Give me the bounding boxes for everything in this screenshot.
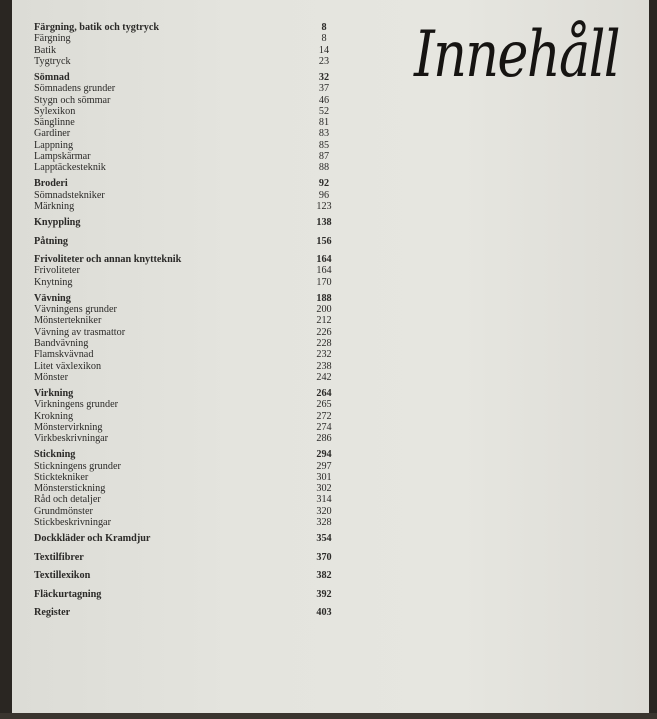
toc-entry[interactable] (34, 327, 339, 338)
toc-page-number: 164 (316, 254, 332, 266)
toc-page-number: 37 (318, 83, 330, 95)
toc-section-heading[interactable] (34, 254, 339, 265)
toc-section-title: Register (34, 607, 71, 619)
toc-section-heading[interactable] (34, 217, 339, 229)
toc-entry[interactable] (34, 472, 339, 483)
toc-page-number: 403 (316, 607, 332, 619)
toc-section-title: Stickning (34, 449, 76, 461)
toc-page-number: 88 (318, 162, 330, 174)
toc-page-number: 354 (316, 533, 332, 545)
toc-entry-title: Gardiner (34, 128, 71, 140)
toc-page-number: 370 (316, 551, 332, 563)
toc-section (34, 254, 339, 288)
toc-entry-title: Färgning (34, 33, 71, 45)
toc-section (34, 552, 339, 564)
toc-entry-title: Flamskvävnad (34, 349, 94, 361)
toc-entry-title: Sylexikon (34, 105, 76, 117)
toc-page-number: 138 (316, 217, 332, 229)
toc-entry[interactable] (34, 190, 339, 201)
toc-page-number: 392 (316, 588, 332, 600)
toc-page-number: 320 (316, 505, 332, 517)
toc-section-heading[interactable] (34, 570, 339, 582)
toc-entry-title: Litet växlexikon (34, 360, 102, 372)
toc-entry-title: Frivoliteter (34, 265, 80, 277)
toc-section-heading[interactable] (34, 22, 339, 33)
toc-entry-title: Sticktekniker (34, 471, 89, 483)
toc-section (34, 293, 339, 383)
toc-page-number: 156 (316, 235, 332, 247)
toc-entry-title: Knytning (34, 276, 73, 288)
toc-page-number: 164 (316, 265, 332, 277)
toc-page-number: 52 (318, 105, 330, 117)
toc-page-number: 286 (316, 433, 332, 445)
page-title: Innehåll (414, 18, 619, 92)
toc-section-title: Virkning (34, 388, 74, 399)
toc-section-title: Broderi (34, 178, 68, 190)
toc-entry-title: Tygtryck (34, 55, 71, 67)
toc-page-number: 85 (318, 139, 330, 151)
toc-section (34, 236, 339, 248)
toc-entry[interactable] (34, 461, 339, 472)
toc-entry[interactable] (34, 128, 339, 139)
toc-entry-title: Bandvävning (34, 338, 89, 350)
toc-entry[interactable] (34, 517, 339, 528)
toc-section-heading[interactable] (34, 607, 339, 619)
toc-entry-title: Sömnadstekniker (34, 189, 105, 201)
toc-entry-title: Virkbeskrivningar (34, 433, 109, 445)
toc-page-number: 188 (316, 292, 332, 304)
toc-entry[interactable] (34, 277, 339, 288)
toc-entry[interactable] (34, 494, 339, 505)
toc-page-number: 297 (316, 460, 332, 472)
toc-entry-title: Stickningens grunder (34, 460, 121, 472)
toc-page-number: 8 (321, 22, 327, 33)
toc-section-title: Frivoliteter och annan knytteknik (34, 254, 182, 266)
toc-page-number: 238 (316, 360, 332, 372)
toc-entry[interactable] (34, 56, 339, 67)
toc-entry[interactable] (34, 304, 339, 315)
toc-section (34, 388, 339, 444)
toc-entry[interactable] (34, 140, 339, 151)
toc-page-number: 92 (318, 178, 330, 190)
toc-entry-title: Stygn och sömmar (34, 94, 111, 106)
toc-entry-title: Mönstervirkning (34, 421, 103, 433)
toc-entry-title: Lapptäckesteknik (34, 162, 106, 174)
toc-section-title: Vävning (34, 292, 71, 304)
toc-section-heading[interactable] (34, 589, 339, 601)
toc-entry[interactable] (34, 95, 339, 106)
toc-entry-title: Mönsterstickning (34, 483, 106, 495)
toc-section-heading[interactable] (34, 293, 339, 304)
toc-page-number: 328 (316, 517, 332, 529)
toc-entry-title: Mönster (34, 371, 68, 383)
toc-entry[interactable] (34, 162, 339, 173)
toc-page-number: 232 (316, 349, 332, 361)
toc-entry[interactable] (34, 201, 339, 212)
toc-entry[interactable] (34, 361, 339, 372)
toc-section-title: Knyppling (34, 217, 81, 229)
toc-entry-title: Grundmönster (34, 505, 93, 517)
toc-entry-title: Batik (34, 44, 57, 56)
toc-entry-title: Lampskärmar (34, 151, 91, 163)
toc-entry[interactable] (34, 45, 339, 56)
toc-page-number: 265 (316, 399, 332, 411)
toc-entry[interactable] (34, 117, 339, 128)
toc-entry[interactable] (34, 349, 339, 360)
toc-entry[interactable] (34, 372, 339, 383)
toc-section-heading[interactable] (34, 236, 339, 248)
toc-section (34, 178, 339, 212)
toc-page-number: 8 (321, 33, 327, 45)
toc-page-number: 87 (318, 151, 330, 163)
toc-entry[interactable] (34, 338, 339, 349)
toc-section (34, 449, 339, 528)
book-page (12, 0, 649, 719)
toc-section (34, 72, 339, 174)
toc-section-title: Dockkläder och Kramdjur (34, 533, 151, 545)
toc-page-number: 14 (318, 44, 330, 56)
toc-page-number: 212 (316, 315, 332, 327)
toc-section-heading[interactable] (34, 552, 339, 564)
toc-page-number: 200 (316, 304, 332, 316)
toc-section-heading[interactable] (34, 449, 339, 460)
toc-entry[interactable] (34, 315, 339, 326)
toc-section-title: Påtning (34, 235, 68, 247)
toc-entry-title: Vävning av trasmattor (34, 326, 126, 338)
toc-entry[interactable] (34, 106, 339, 117)
toc-entry[interactable] (34, 265, 339, 276)
toc-section-title: Sömnad (34, 71, 70, 83)
toc-section-heading[interactable] (34, 72, 339, 83)
toc-entry-title: Sänglinne (34, 117, 75, 129)
toc-section (34, 217, 339, 229)
toc-section (34, 570, 339, 582)
toc-section (34, 533, 339, 545)
toc-page-number: 242 (316, 371, 332, 383)
toc-section-heading[interactable] (34, 388, 339, 399)
toc-entry-title: Sömnadens grunder (34, 83, 116, 95)
toc-entry[interactable] (34, 506, 339, 517)
toc-page-number: 294 (316, 449, 332, 461)
toc-entry-title: Vävningens grunder (34, 304, 117, 316)
toc-page-number: 264 (316, 388, 332, 399)
toc-entry-title: Råd och detaljer (34, 494, 101, 506)
toc-section-heading[interactable] (34, 178, 339, 189)
toc-page-number: 382 (316, 570, 332, 582)
toc-entry-title: Mönstertekniker (34, 315, 102, 327)
toc-page-number: 170 (316, 276, 332, 288)
toc-page-number: 314 (316, 494, 332, 506)
toc-section-heading[interactable] (34, 533, 339, 545)
toc-entry[interactable] (34, 422, 339, 433)
toc-page-number: 272 (316, 410, 332, 422)
toc-entry[interactable] (34, 151, 339, 162)
toc-page-number: 23 (318, 55, 330, 67)
toc-section-title: Textillexikon (34, 570, 91, 582)
toc-page-number: 83 (318, 128, 330, 140)
toc-page-number: 226 (316, 326, 332, 338)
toc-entry[interactable] (34, 33, 339, 44)
toc-page-number: 46 (318, 94, 330, 106)
toc-section-title: Textilfibrer (34, 551, 84, 563)
toc-section-title: Färgning, batik och tygtryck (34, 22, 160, 33)
toc-page-number: 123 (316, 201, 332, 213)
toc-page-number: 81 (318, 117, 330, 129)
toc-entry[interactable] (34, 83, 339, 94)
toc-entry-title: Virkningens grunder (34, 399, 118, 411)
table-of-contents (34, 22, 339, 626)
toc-page-number: 96 (318, 189, 330, 201)
toc-entry-title: Lappning (34, 139, 74, 151)
toc-entry[interactable] (34, 399, 339, 410)
toc-section-title: Fläckurtagning (34, 588, 102, 600)
toc-entry[interactable] (34, 483, 339, 494)
toc-page-number: 32 (318, 71, 330, 83)
toc-entry-title: Märkning (34, 201, 75, 213)
toc-page-number: 228 (316, 338, 332, 350)
toc-entry[interactable] (34, 433, 339, 444)
toc-page-number: 301 (316, 471, 332, 483)
toc-entry-title: Stickbeskrivningar (34, 517, 111, 529)
toc-section (34, 22, 339, 67)
toc-page-number: 274 (316, 421, 332, 433)
toc-section (34, 607, 339, 619)
page-edge-shadow (0, 713, 657, 719)
toc-page-number: 302 (316, 483, 332, 495)
toc-section (34, 589, 339, 601)
toc-entry[interactable] (34, 411, 339, 422)
toc-entry-title: Krokning (34, 410, 74, 422)
